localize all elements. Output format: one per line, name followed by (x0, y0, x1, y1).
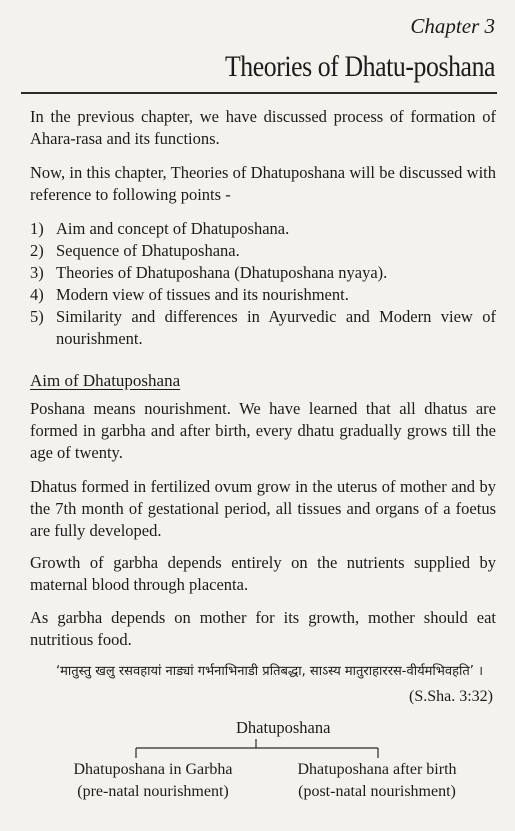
list-item-text: Sequence of Dhatuposhana. (56, 241, 240, 260)
list-item (30, 306, 496, 350)
diagram-left-branch (44, 759, 262, 803)
list-item-text: Theories of Dhatuposhana (Dhatuposhana nyaya). (56, 263, 388, 282)
list-item-number: 2) (30, 241, 44, 260)
title-rule (21, 92, 497, 94)
chapter-title: Theories of Dhatu-poshana (224, 50, 495, 83)
diagram-root-label: Dhatuposhana (236, 718, 331, 737)
list-item-number: 1) (30, 219, 44, 238)
intro-paragraph: In the previous chapter, we have discussed process of formation of Ahara-rasa and its functions. (30, 107, 496, 148)
right-branch-subtitle: (post-natal nourishment) (298, 783, 456, 800)
list-item (30, 262, 496, 284)
aim-paragraph-2: Dhatus formed in fertilized ovum grow in the uterus of mother and by the 7th month of gestational period, all tissues and organs of a foetus are fully developed. (30, 477, 496, 540)
right-branch-title: Dhatuposhana after birth (297, 761, 457, 778)
list-item-text: Modern view of tissues and its nourishment. (56, 285, 349, 304)
list-item-number: 5) (30, 307, 44, 326)
sanskrit-quote: ‘मातुस्तु खलु रसवहायां नाड्यां गर्भनाभिनाडी प्रतिबद्धा, साऽस्य मातुराहाररस-वीर्यमभिवहति’ । (56, 664, 484, 679)
list-item-number: 3) (30, 263, 44, 282)
list-item (30, 218, 496, 240)
aim-paragraph-4: As garbha depends on mother for its growth, mother should eat nutritious food. (30, 608, 496, 649)
list-item-text: Aim and concept of Dhatuposhana. (56, 219, 290, 238)
list-item (30, 284, 496, 306)
list-item (30, 240, 496, 262)
chapter-label: Chapter 3 (410, 14, 495, 38)
quote-reference: (S.Sha. 3:32) (409, 688, 493, 705)
points-list (30, 218, 496, 350)
aim-paragraph-3: Growth of garbha depends entirely on the nutrients supplied by maternal blood through placenta. (30, 553, 496, 594)
left-branch-title: Dhatuposhana in Garbha (73, 761, 233, 778)
list-item-number: 4) (30, 285, 44, 304)
list-item-text: Similarity and differences in Ayurvedic and Modern view of nourishment. (56, 307, 496, 348)
section-heading: Aim of Dhatuposhana (30, 371, 181, 390)
left-branch-subtitle: (pre-natal nourishment) (77, 783, 229, 800)
overview-paragraph: Now, in this chapter, Theories of Dhatuposhana will be discussed with reference to following points - (30, 163, 496, 204)
diagram-right-branch (272, 759, 482, 803)
aim-paragraph-1: Poshana means nourishment. We have learned that all dhatus are formed in garbha and after birth, every dhatu gradually grows till the age of twenty. (30, 399, 496, 462)
